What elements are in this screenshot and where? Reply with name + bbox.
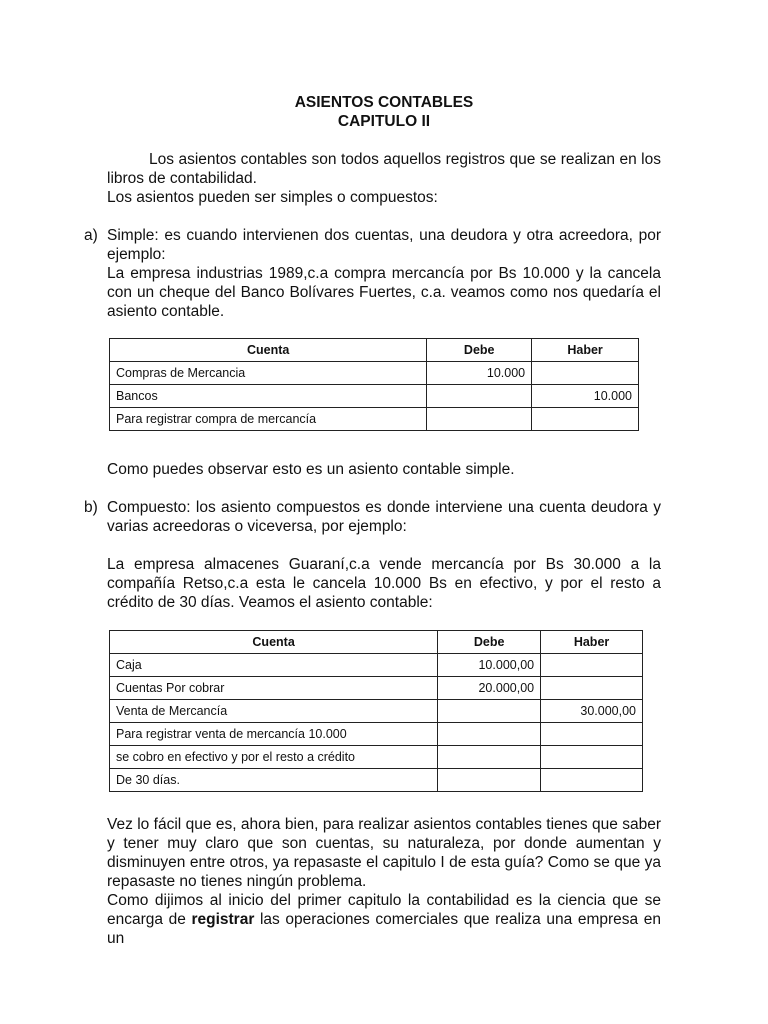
intro-paragraph: Los asientos contables son todos aquellos registros que se realizan en los libros de contabilidad. (107, 151, 661, 187)
cell-debe: 10.000 (427, 362, 532, 385)
item-b-definition: Compuesto: los asiento compuestos es donde interviene una cuenta deudora y varias acreedoras o viceversa, por ejemplo: (107, 499, 661, 535)
cell-haber (532, 408, 639, 431)
table-row (110, 700, 643, 723)
list-marker-b: b) (84, 499, 98, 516)
cell-cuenta: Para registrar compra de mercancía (110, 408, 427, 431)
simple-entry-note: Como puedes observar esto es un asiento contable simple. (107, 461, 515, 478)
cell-haber (541, 723, 643, 746)
header-haber: Haber (541, 631, 643, 654)
cell-haber (532, 362, 639, 385)
cell-cuenta: Para registrar venta de mercancía 10.000 (110, 723, 438, 746)
cell-haber (541, 769, 643, 792)
header-debe: Debe (438, 631, 541, 654)
cell-haber (541, 677, 643, 700)
table-row (110, 362, 639, 385)
cell-haber: 30.000,00 (541, 700, 643, 723)
item-b-example: La empresa almacenes Guaraní,c.a vende mercancía por Bs 30.000 a la compañía Retso,c.a esta le cancela 10.000 Bs en efectivo, y por el resto a crédito de 30 días. Veamos el asiento contable: (107, 556, 661, 611)
intro-paragraph-2: Los asientos pueden ser simples o compuestos: (107, 189, 438, 206)
item-a-example: La empresa industrias 1989,c.a compra mercancía por Bs 10.000 y la cancela con un cheque del Banco Bolívares Fuertes, c.a. veamos como nos quedaría el asiento contable. (107, 265, 661, 320)
closing-text-end: las operaciones comerciales que realiza una empresa en un (107, 911, 661, 947)
table-row (110, 677, 643, 700)
closing-paragraph: Vez lo fácil que es, ahora bien, para realizar asientos contables tienes que saber y tener muy claro que son cuentas, su naturaleza, por donde aumentan y disminuyen entre otros, ya repasaste el capitulo I de esta guía? Como se que ya repasaste no tienes ningún problema. (107, 816, 661, 890)
table-row (110, 769, 643, 792)
header-cuenta: Cuenta (110, 631, 438, 654)
cell-debe: 10.000,00 (438, 654, 541, 677)
list-marker-a: a) (84, 227, 98, 244)
header-cuenta: Cuenta (110, 339, 427, 362)
cell-debe (427, 408, 532, 431)
chapter-title: CAPITULO II (337, 113, 431, 130)
table-header-row (110, 631, 643, 654)
cell-haber (541, 654, 643, 677)
journal-table-compound (109, 630, 643, 792)
cell-cuenta: De 30 días. (110, 769, 438, 792)
table-row (110, 385, 639, 408)
emphasis-registrar: registrar (191, 911, 255, 928)
table-row (110, 746, 643, 769)
cell-debe (438, 769, 541, 792)
cell-cuenta: Bancos (110, 385, 427, 408)
cell-cuenta: Caja (110, 654, 438, 677)
header-debe: Debe (427, 339, 532, 362)
cell-cuenta: se cobro en efectivo y por el resto a crédito (110, 746, 438, 769)
cell-debe (427, 385, 532, 408)
closing-text-start: Como dijimos al inicio del primer capitulo la contabilidad es la ciencia que se encarga de (107, 892, 661, 928)
journal-table-simple (109, 338, 639, 431)
cell-debe (438, 700, 541, 723)
document-title: ASIENTOS CONTABLES (294, 94, 474, 111)
cell-debe: 20.000,00 (438, 677, 541, 700)
table-row (110, 723, 643, 746)
cell-debe (438, 746, 541, 769)
table-row (110, 654, 643, 677)
cell-haber: 10.000 (532, 385, 639, 408)
closing-paragraph-2 (107, 891, 661, 948)
cell-cuenta: Compras de Mercancia (110, 362, 427, 385)
cell-cuenta: Venta de Mercancía (110, 700, 438, 723)
table-row (110, 408, 639, 431)
cell-debe (438, 723, 541, 746)
cell-haber (541, 746, 643, 769)
header-haber: Haber (532, 339, 639, 362)
table-header-row (110, 339, 639, 362)
cell-cuenta: Cuentas Por cobrar (110, 677, 438, 700)
item-a-definition: Simple: es cuando intervienen dos cuentas, una deudora y otra acreedora, por ejemplo: (107, 227, 661, 263)
